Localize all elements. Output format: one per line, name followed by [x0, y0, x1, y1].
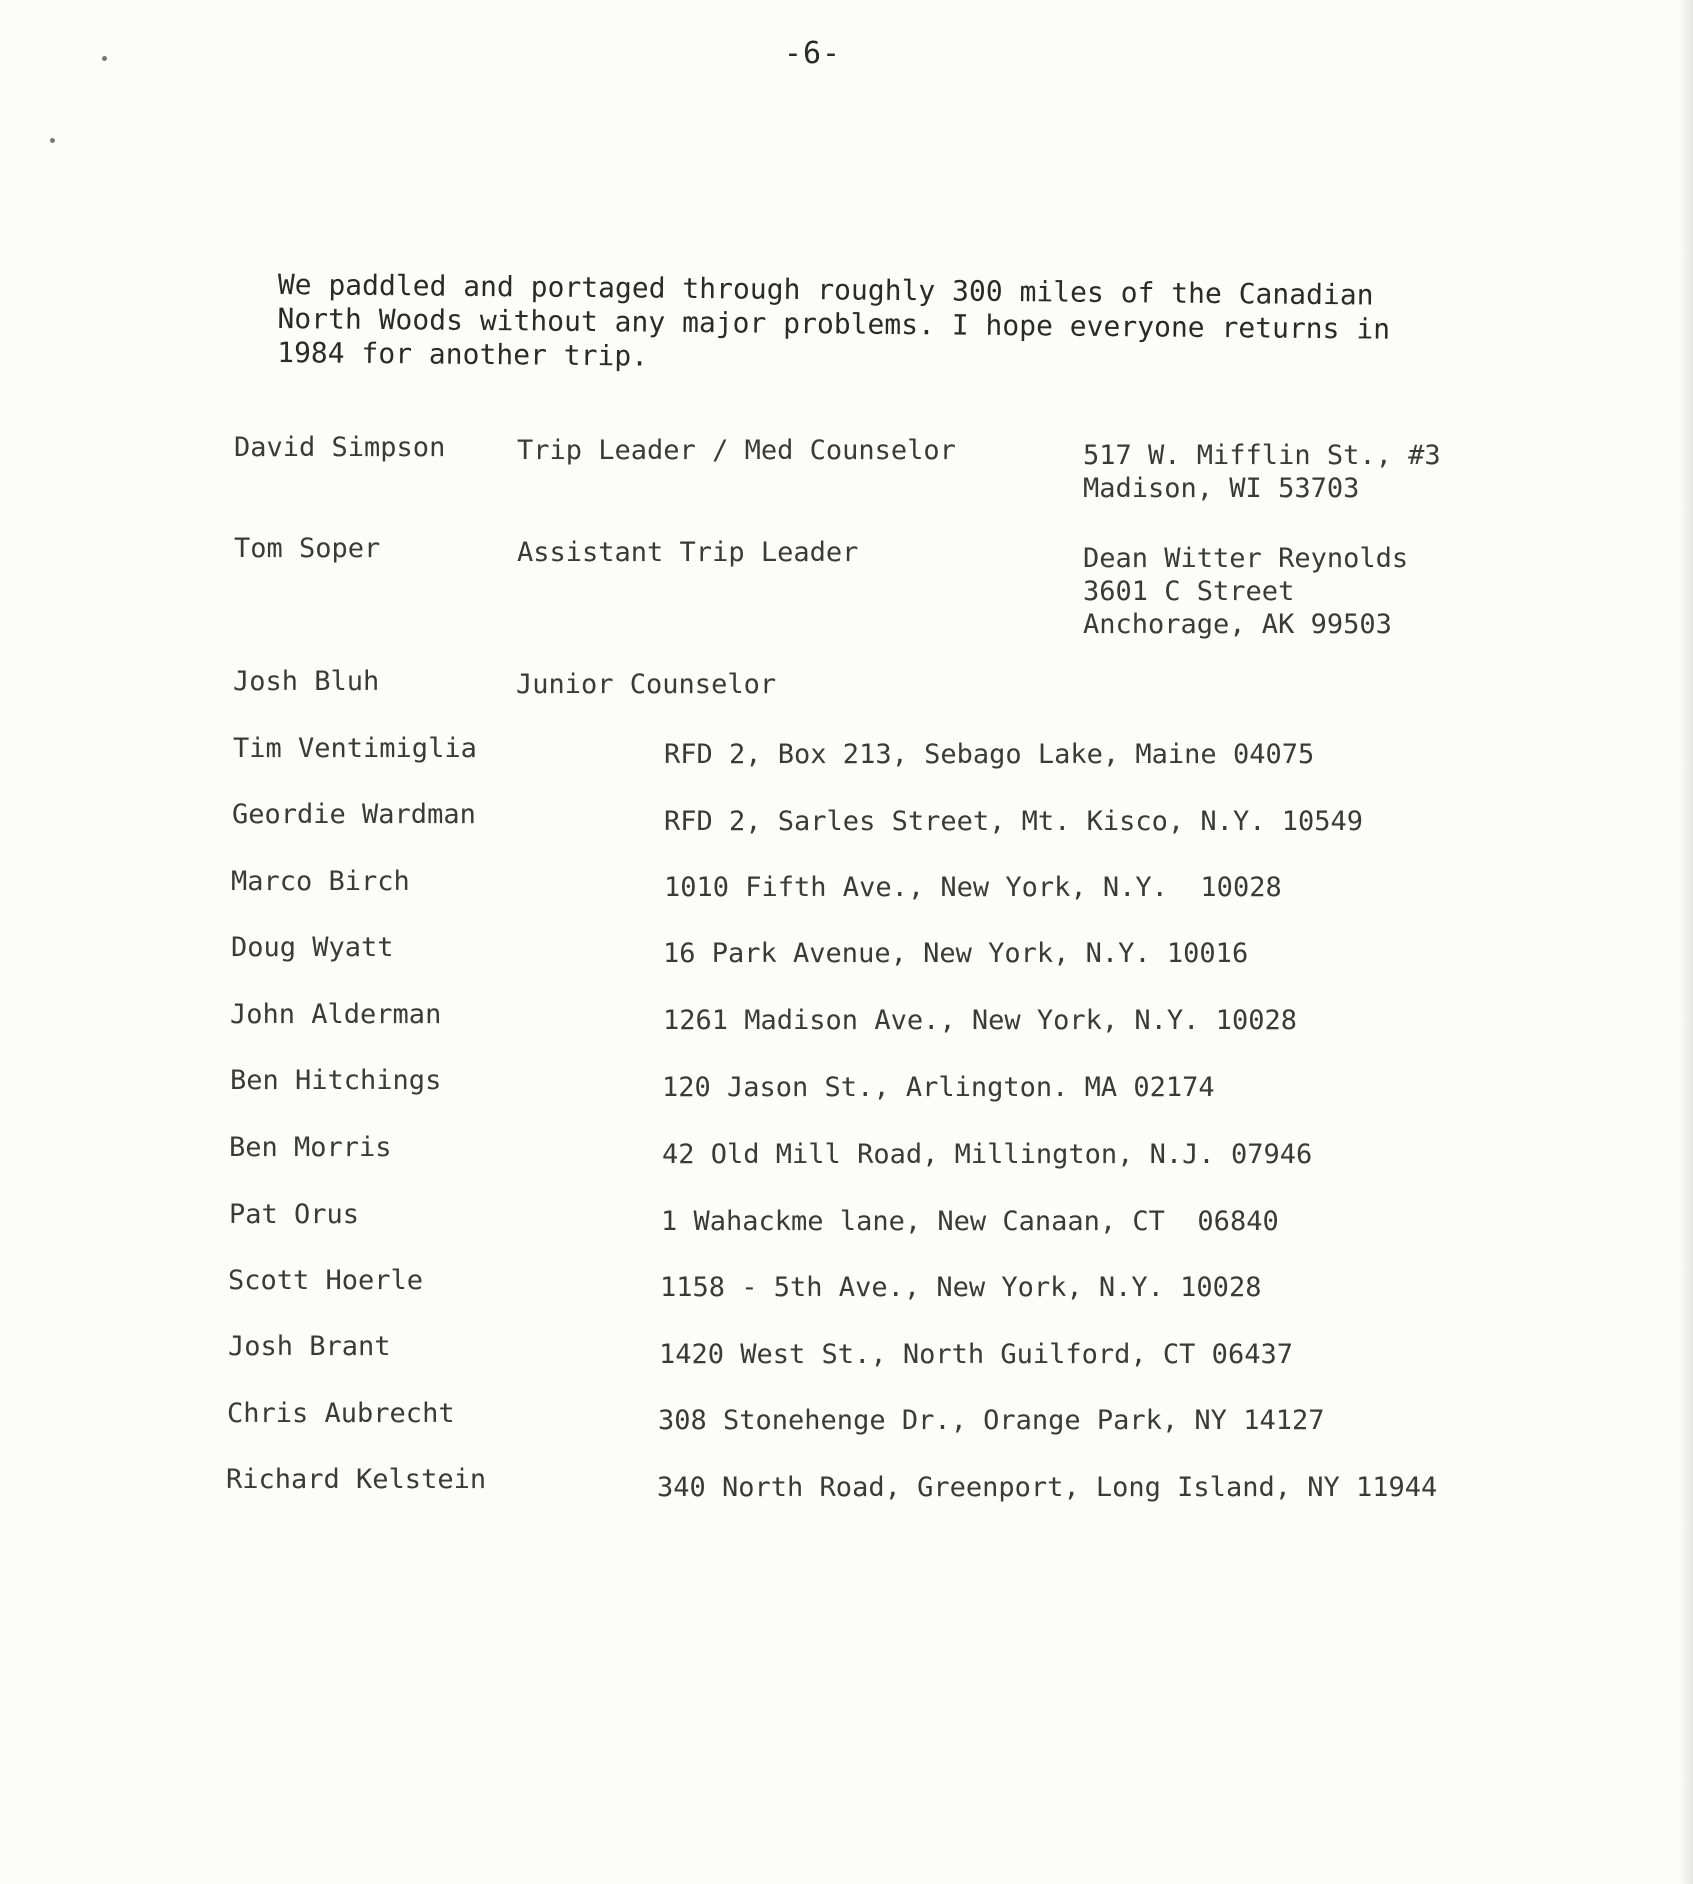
camper-address: 1 Wahackme lane, New Canaan, CT 06840	[661, 1206, 1279, 1237]
camper-name: Chris Aubrecht	[227, 1398, 455, 1429]
camper-address: 16 Park Avenue, New York, N.Y. 10016	[663, 938, 1249, 969]
staff-address-line: 3601 C Street	[1083, 576, 1295, 607]
staff-role: Assistant Trip Leader	[517, 537, 859, 568]
staff-address-line: Dean Witter Reynolds	[1083, 543, 1409, 574]
camper-name: Doug Wyatt	[231, 932, 394, 963]
staff-role: Trip Leader / Med Counselor	[517, 435, 956, 466]
intro-paragraph: We paddled and portaged through roughly 300 miles of the Canadian North Woods without any major problems. I hope everyone returns in 1984 for another trip.	[277, 268, 1408, 373]
camper-address: 308 Stonehenge Dr., Orange Park, NY 14127	[658, 1405, 1325, 1436]
camper-name: Ben Hitchings	[230, 1065, 442, 1096]
staff-address-line: 517 W. Mifflin St., #3	[1083, 440, 1441, 471]
camper-name: Josh Brant	[228, 1331, 391, 1362]
camper-address: 1010 Fifth Ave., New York, N.Y. 10028	[664, 872, 1282, 903]
camper-address: 42 Old Mill Road, Millington, N.J. 07946	[662, 1139, 1313, 1170]
camper-name: Scott Hoerle	[228, 1265, 424, 1296]
camper-address: 1420 West St., North Guilford, CT 06437	[659, 1339, 1293, 1370]
camper-address: RFD 2, Sarles Street, Mt. Kisco, N.Y. 10549	[664, 806, 1363, 837]
page-edge	[1679, 0, 1693, 1884]
camper-name: Marco Birch	[231, 866, 410, 897]
camper-name: Geordie Wardman	[232, 799, 476, 830]
camper-name: Tim Ventimiglia	[233, 733, 477, 764]
staff-name: David Simpson	[234, 432, 446, 463]
camper-name: John Alderman	[230, 999, 442, 1030]
page-number: -6-	[783, 36, 842, 71]
staff-role: Junior Counselor	[516, 669, 777, 700]
camper-address: 1158 - 5th Ave., New York, N.Y. 10028	[660, 1272, 1262, 1303]
camper-name: Ben Morris	[229, 1132, 392, 1163]
camper-address: 1261 Madison Ave., New York, N.Y. 10028	[663, 1005, 1297, 1036]
paper-speck	[50, 138, 55, 143]
staff-address-line: Anchorage, AK 99503	[1083, 609, 1392, 640]
camper-name: Pat Orus	[229, 1199, 360, 1230]
camper-address: RFD 2, Box 213, Sebago Lake, Maine 04075	[664, 739, 1315, 770]
staff-address-line: Madison, WI 53703	[1083, 473, 1360, 504]
staff-name: Josh Bluh	[233, 666, 380, 697]
camper-address: 120 Jason St., Arlington. MA 02174	[662, 1072, 1215, 1103]
camper-address: 340 North Road, Greenport, Long Island, NY 11944	[657, 1472, 1438, 1503]
staff-name: Tom Soper	[234, 533, 381, 564]
camper-name: Richard Kelstein	[226, 1464, 487, 1495]
